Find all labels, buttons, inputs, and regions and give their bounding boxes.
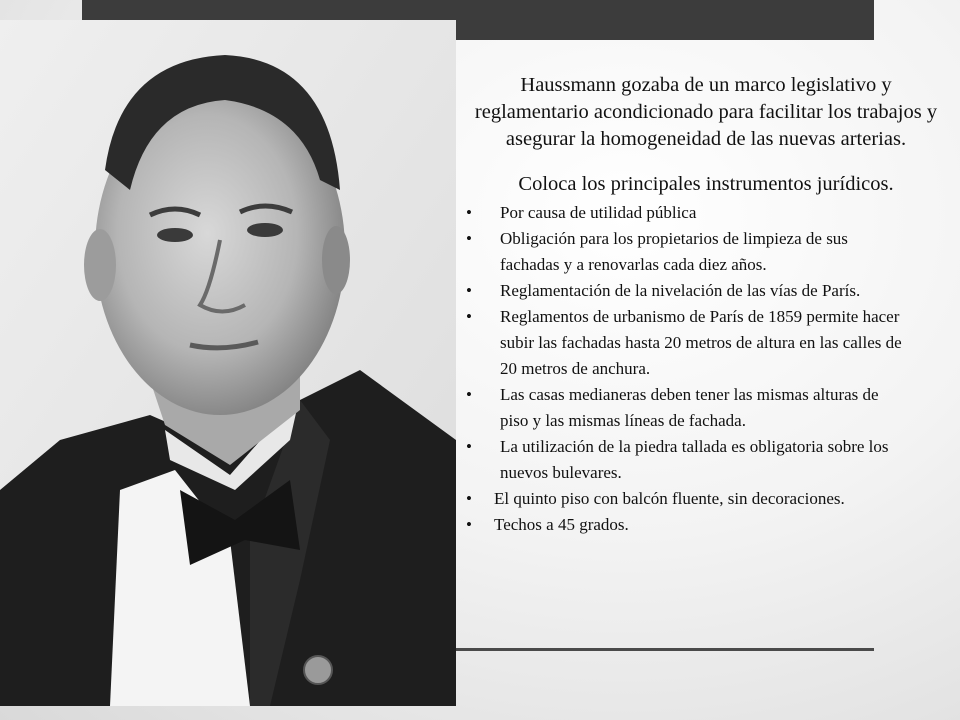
bullet-icon: •: [466, 229, 472, 248]
bullet-icon: •: [466, 437, 472, 456]
slide-text: [462, 72, 950, 538]
portrait-photo: [0, 20, 456, 706]
list-item: [462, 304, 950, 382]
list-item-text: La utilización de la piedra tallada es obligatoria sobre los nuevos bulevares.: [500, 437, 889, 482]
list-item: [462, 226, 950, 278]
subheading: Coloca los principales instrumentos jurídicos.: [518, 173, 894, 195]
list-item: [462, 434, 950, 486]
intro-paragraph: Haussmann gozaba de un marco legislativo y reglamentario acondicionado para facilitar los trabajos y asegurar la homogeneidad de las nuevas arterias.: [474, 74, 938, 150]
list-item-text: Reglamentos de urbanismo de París de 1859 permite hacer subir las fachadas hasta 20 metros de altura en las calles de 20 metros de anchura.: [500, 307, 902, 378]
list-item-text: Techos a 45 grados.: [494, 515, 629, 534]
bullet-list: [462, 200, 950, 538]
list-item-text: El quinto piso con balcón fluente, sin decoraciones.: [494, 489, 845, 508]
list-item: [462, 278, 950, 304]
bullet-icon: •: [466, 515, 472, 534]
bottom-divider: [456, 648, 874, 651]
list-item: [462, 512, 950, 538]
list-item-text: Por causa de utilidad pública: [500, 203, 697, 222]
list-item-text: Las casas medianeras deben tener las mismas alturas de piso y las mismas líneas de fachada.: [500, 385, 879, 430]
bullet-icon: •: [466, 489, 472, 508]
list-item: [462, 486, 950, 512]
bullet-icon: •: [466, 281, 472, 300]
list-item-text: Reglamentación de la nivelación de las vías de París.: [500, 281, 861, 300]
bullet-icon: •: [466, 203, 472, 222]
bullet-icon: •: [466, 385, 472, 404]
list-item: [462, 200, 950, 226]
list-item-text: Obligación para los propietarios de limpieza de sus fachadas y a renovarlas cada diez años.: [500, 229, 848, 274]
list-item: [462, 382, 950, 434]
bullet-icon: •: [466, 307, 472, 326]
